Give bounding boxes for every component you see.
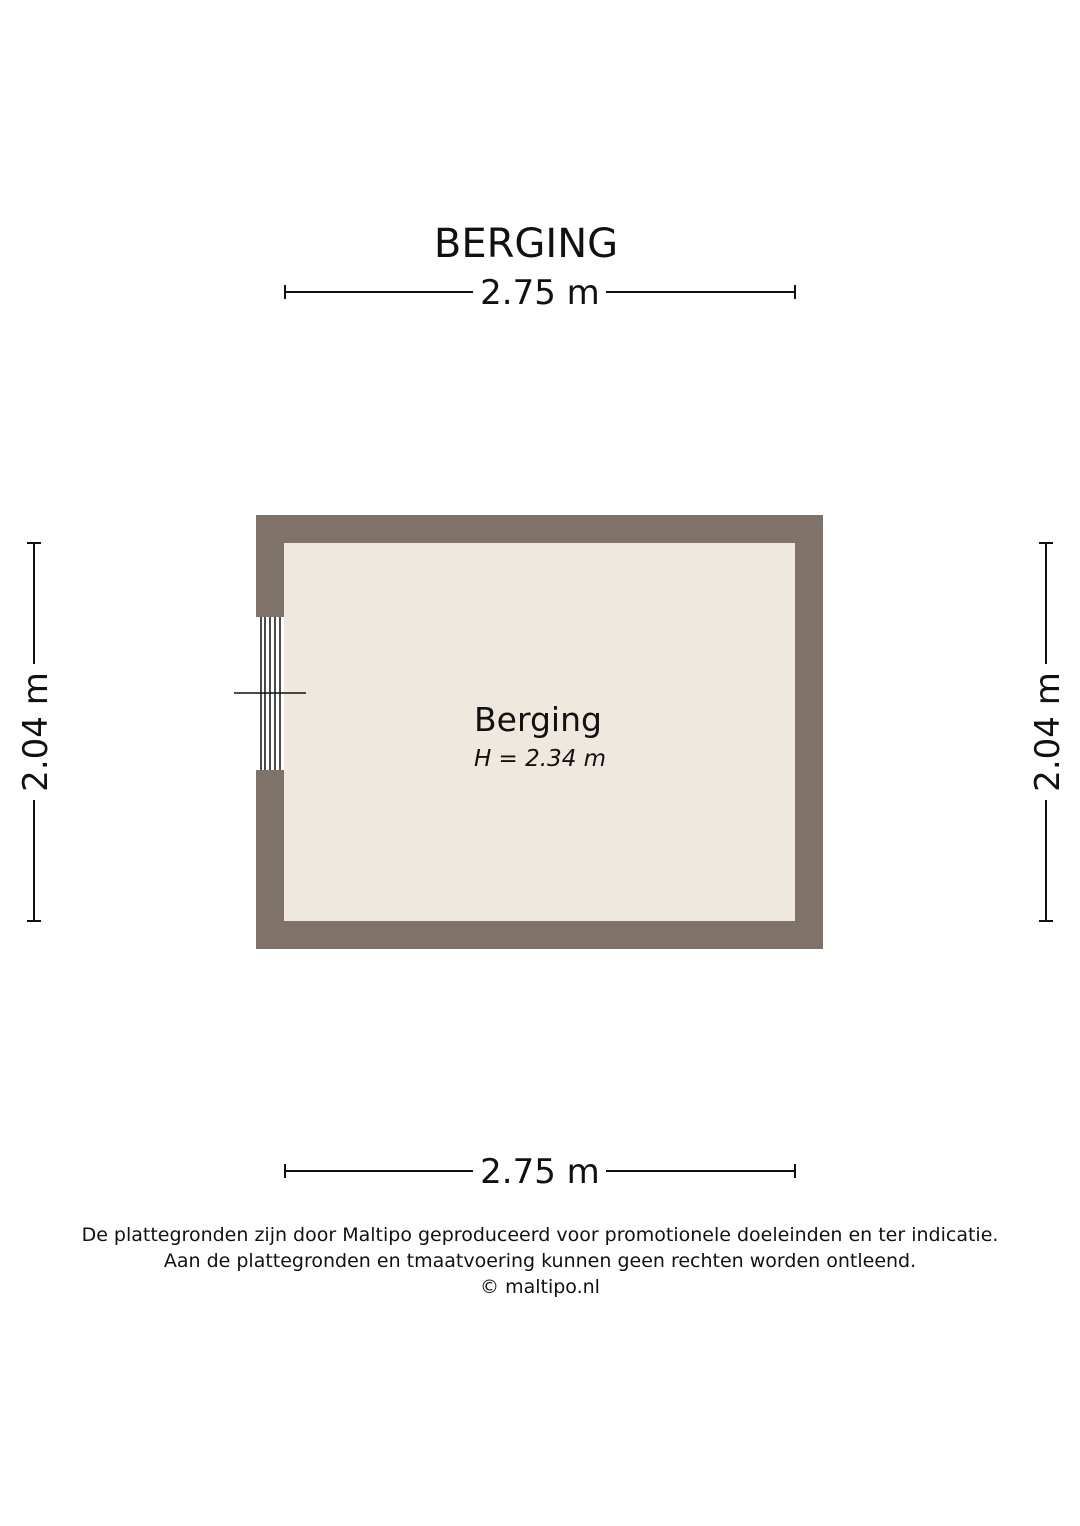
disclaimer <box>0 1222 1080 1300</box>
left-dimension <box>16 543 56 921</box>
plan-title: BERGING <box>433 221 619 267</box>
bottom-dimension <box>285 1152 795 1192</box>
top-dimension-label: 2.75 m <box>480 273 600 313</box>
room-name: Berging <box>474 700 602 739</box>
top-dimension <box>285 273 795 313</box>
room-height: H = 2.34 m <box>473 746 607 772</box>
disclaimer-line-1: De plattegronden zijn door Maltipo geproduceerd voor promotionele doeleinden en ter indicatie. <box>81 1224 999 1246</box>
right-dimension-label: 2.04 m <box>1028 672 1068 792</box>
bottom-dimension-label: 2.75 m <box>480 1152 600 1192</box>
right-dimension <box>1028 543 1068 921</box>
disclaimer-line-2: Aan de plattegronden en tmaatvoering kunnen geen rechten worden ontleend. <box>163 1250 917 1272</box>
left-dimension-label: 2.04 m <box>16 672 56 792</box>
copyright-text: © maltipo.nl <box>480 1276 600 1298</box>
